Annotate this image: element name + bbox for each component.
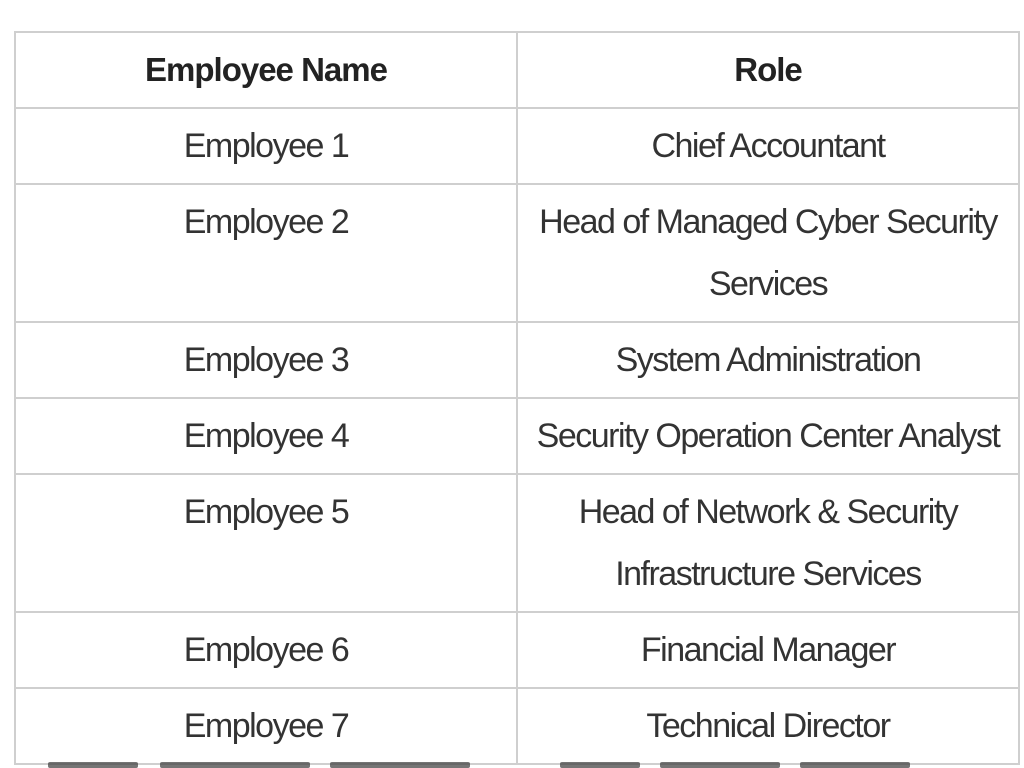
role-cell: Head of Network & Security Infrastructure Services <box>517 474 1019 612</box>
table-row <box>15 184 1019 322</box>
table-header-row <box>15 32 1019 108</box>
cropped-text-mark <box>330 762 470 768</box>
cropped-text-mark <box>560 762 640 768</box>
employee-name-cell: Employee 6 <box>15 612 517 688</box>
table-row <box>15 688 1019 764</box>
cropped-text-mark <box>48 762 138 768</box>
cropped-text-mark <box>660 762 780 768</box>
employee-name-cell: Employee 7 <box>15 688 517 764</box>
role-cell: Technical Director <box>517 688 1019 764</box>
role-cell: Financial Manager <box>517 612 1019 688</box>
employee-name-cell: Employee 5 <box>15 474 517 612</box>
table-row <box>15 108 1019 184</box>
table-row <box>15 612 1019 688</box>
table-row <box>15 398 1019 474</box>
employee-name-cell: Employee 1 <box>15 108 517 184</box>
table-row <box>15 474 1019 612</box>
employee-name-cell: Employee 3 <box>15 322 517 398</box>
role-cell: System Administration <box>517 322 1019 398</box>
cropped-text-mark <box>160 762 310 768</box>
cropped-text-mark <box>800 762 910 768</box>
employee-name-cell: Employee 2 <box>15 184 517 322</box>
role-cell: Head of Managed Cyber Security Services <box>517 184 1019 322</box>
cropped-text-fragment <box>0 756 1024 768</box>
header-role: Role <box>517 32 1019 108</box>
employee-name-cell: Employee 4 <box>15 398 517 474</box>
table-row <box>15 322 1019 398</box>
employee-roles-table <box>14 31 1020 765</box>
header-employee-name: Employee Name <box>15 32 517 108</box>
role-cell: Security Operation Center Analyst <box>517 398 1019 474</box>
role-cell: Chief Accountant <box>517 108 1019 184</box>
